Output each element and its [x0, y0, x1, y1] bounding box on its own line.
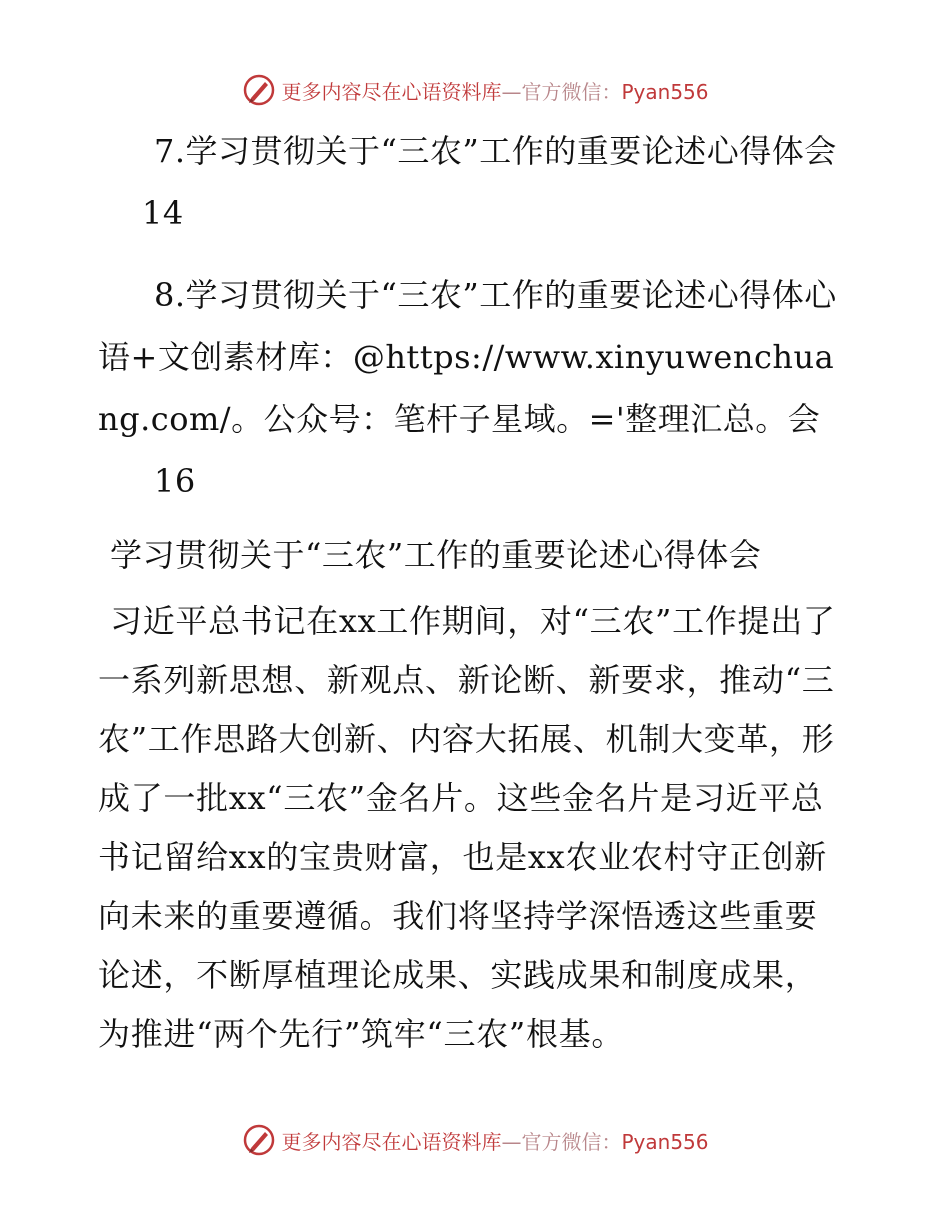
section-heading: 学习贯彻关于“三农”工作的重要论述心得体会: [110, 536, 762, 574]
watermark-id: Pyan556: [621, 79, 709, 104]
toc-item-8: [98, 264, 850, 512]
toc-item-title: 8.学习贯彻关于“三农”工作的重要论述心得体心语+文创素材库：@https://www.xinyuwenchuang.com/。公众号：笔杆子星域。='整理汇总。会: [98, 276, 837, 438]
watermark-separator: —官方微信：: [501, 79, 622, 104]
watermark-main: 更多内容尽在心语资料库: [281, 79, 502, 104]
watermark-id: Pyan556: [621, 1129, 709, 1154]
pen-circle-logo-icon: [241, 1122, 277, 1158]
watermark-text: [281, 76, 708, 105]
header-watermark-banner: [0, 70, 950, 110]
watermark-main: 更多内容尽在心语资料库: [281, 1129, 502, 1154]
toc-item-title: 7.学习贯彻关于“三农”工作的重要论述心得体会: [154, 132, 837, 170]
footer-watermark-banner: [0, 1120, 950, 1160]
body-paragraph: 习近平总书记在xx工作期间，对“三农”工作提出了一系列新思想、新观点、新论断、新要求，推动“三农”工作思路大创新、内容大拓展、机制大变革，形成了一批xx“三农”金名片。这些金名片是习近平总书记留给xx的宝贵财富，也是xx农业农村守正创新向未来的重要遵循。我们将坚持学深悟透这些重要论述，不断厚植理论成果、实践成果和制度成果，为推进“两个先行”筑牢“三农”根基。: [98, 602, 836, 1053]
watermark-text: [281, 1126, 708, 1155]
document-body: [98, 120, 850, 1064]
toc-item-page-number: 14: [142, 194, 184, 232]
watermark-separator: —官方微信：: [501, 1129, 622, 1154]
pen-circle-logo-icon: [241, 72, 277, 108]
toc-item-page-number: 16: [154, 462, 196, 500]
toc-item-7: [98, 120, 850, 244]
